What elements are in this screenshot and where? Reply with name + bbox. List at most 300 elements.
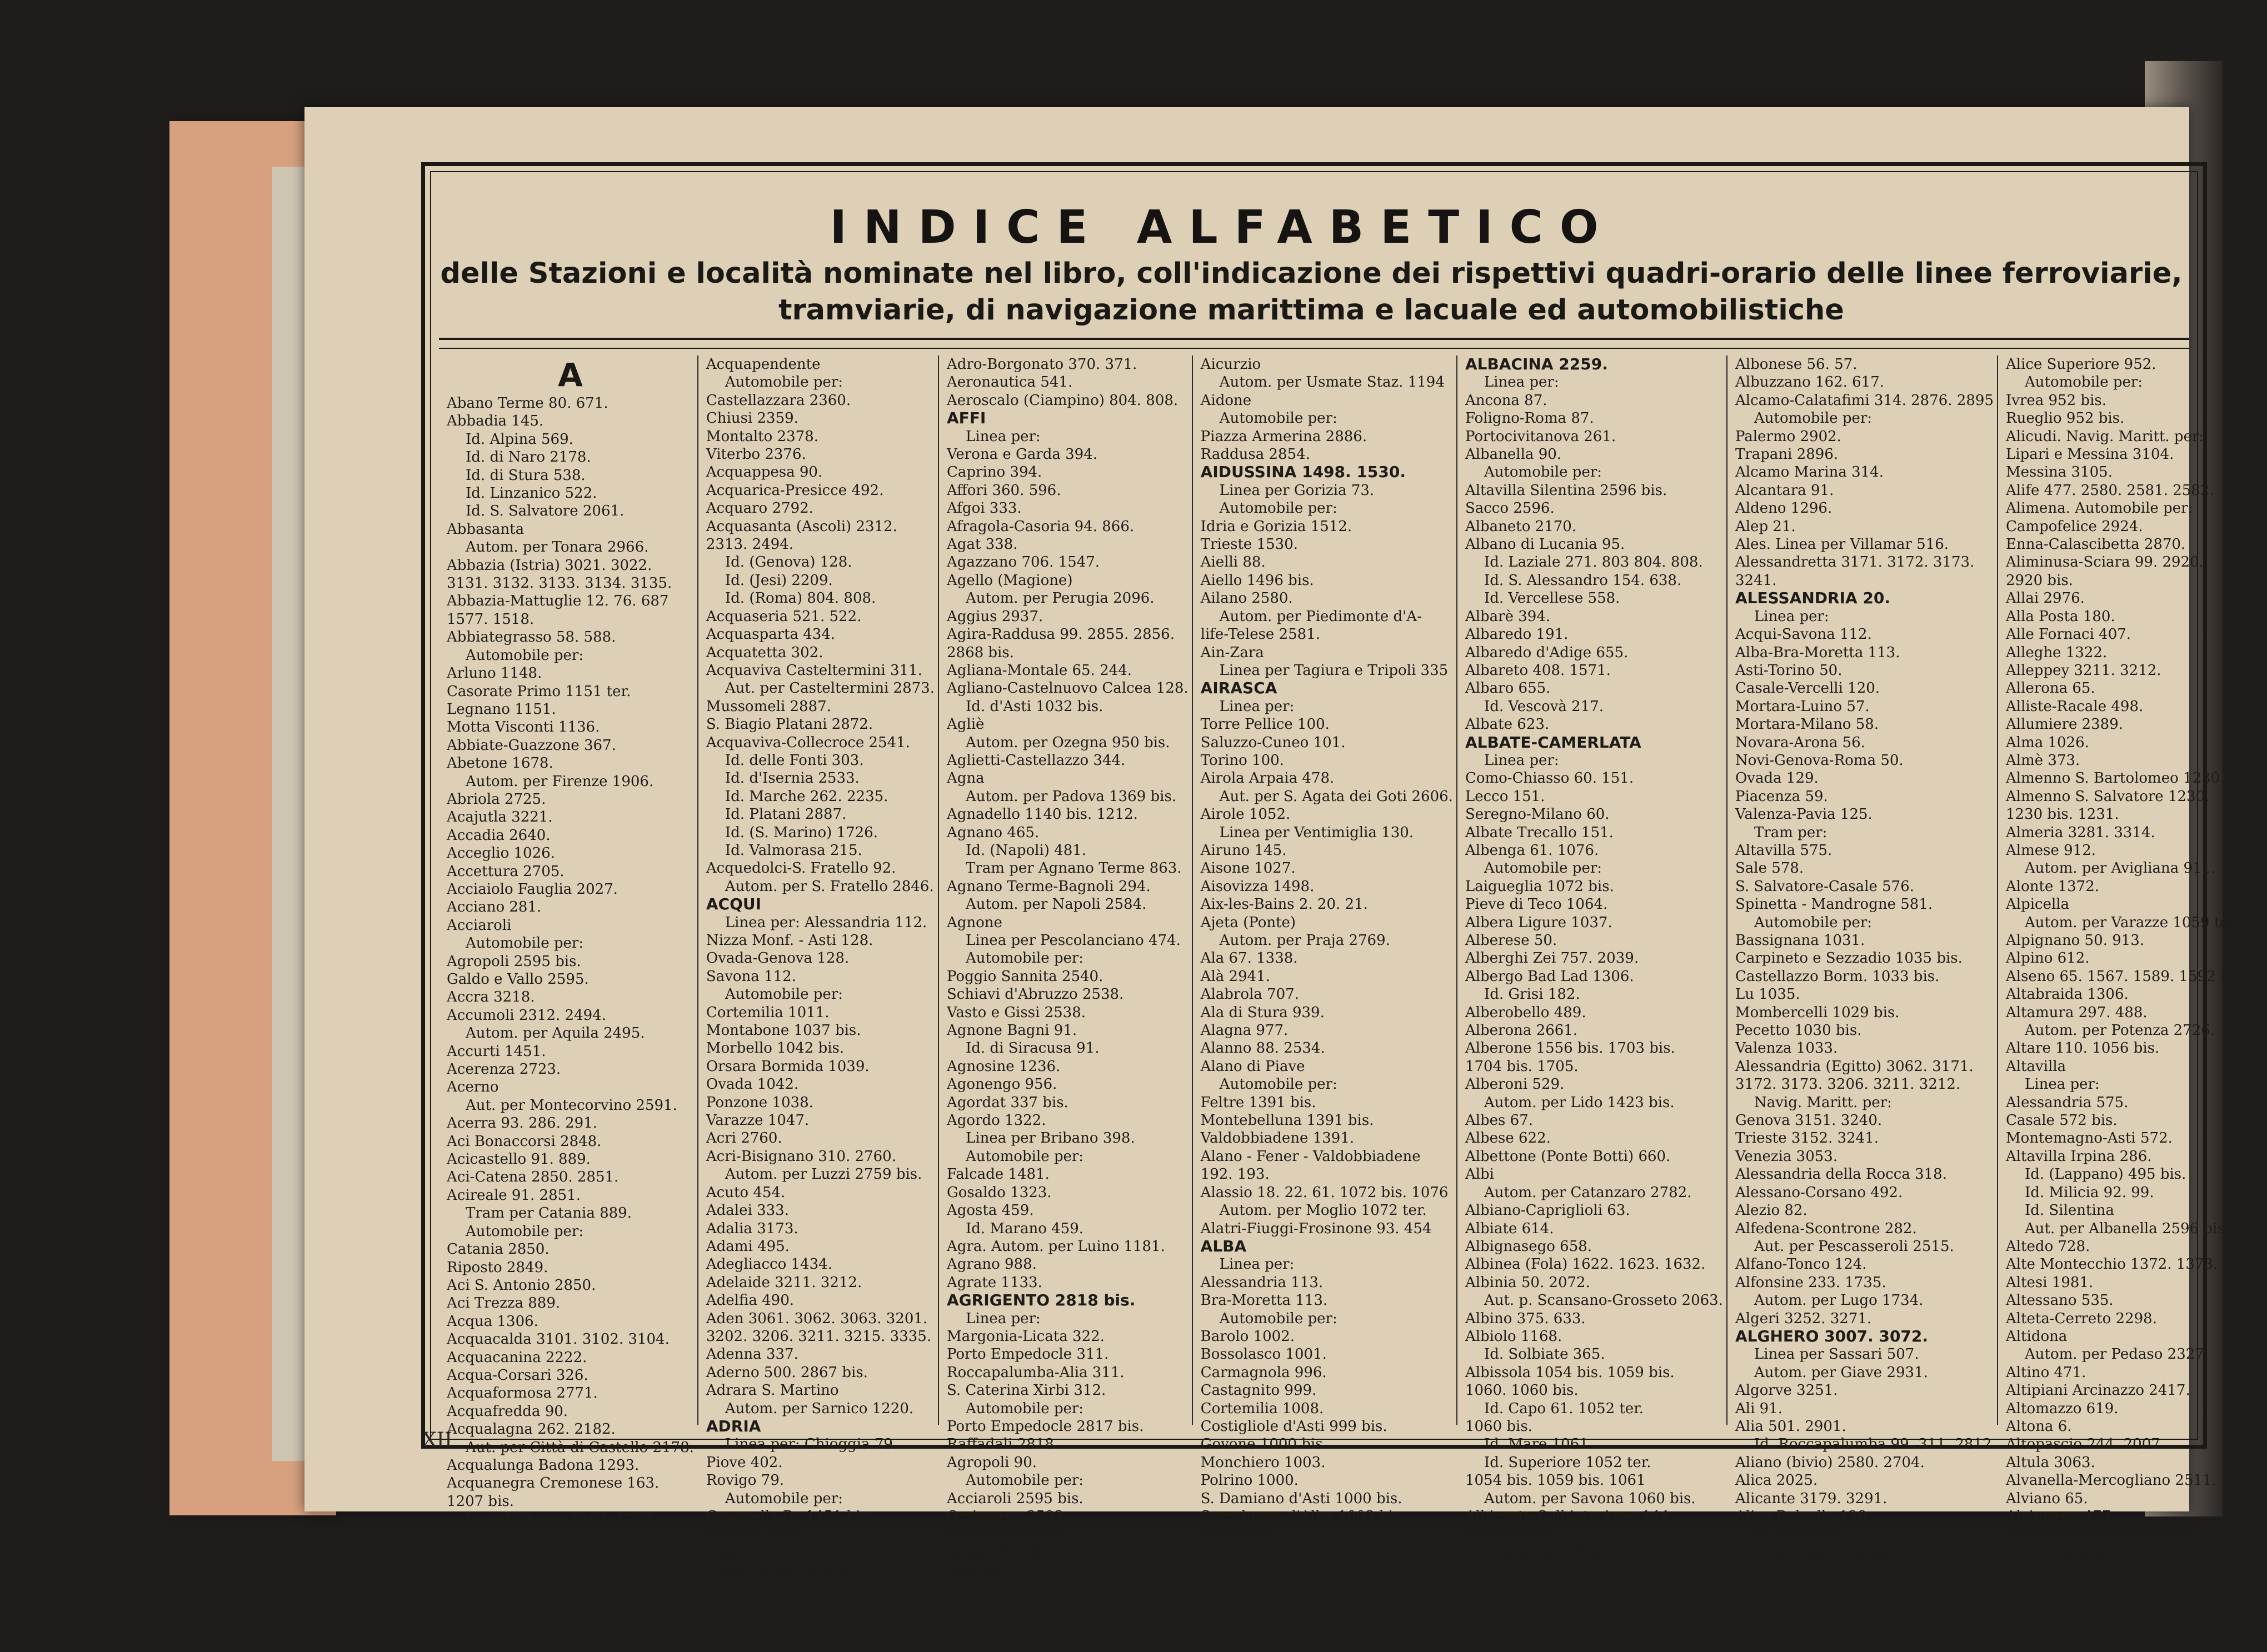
index-entry: Autom. per Pola 1507 bis. xyxy=(1484,1544,1674,1561)
index-entry: Automobile per: xyxy=(466,1223,584,1240)
index-entry: Aut. per Pescasseroli 2515. xyxy=(1754,1238,1954,1255)
index-entry: Automobile per: xyxy=(1754,410,1872,427)
index-entry: Agnadello 1140 bis. 1212. xyxy=(946,806,1138,823)
index-entry: Id. S. Alessandro 154. 638. xyxy=(1484,572,1682,589)
index-entry: Carpineto e Sezzadio 1035 bis. xyxy=(1735,950,1963,967)
index-entry: Agliano-Castelnuovo Calcea 128. xyxy=(946,680,1189,697)
index-entry: ALGHERO 3007. 3072. xyxy=(1735,1326,1929,1345)
index-entry: Torre Pellice 100. xyxy=(1200,716,1330,733)
index-entry: Autom. per Catanzaro 2782. xyxy=(1484,1184,1692,1201)
index-entry: Allumiere 2389. xyxy=(2006,716,2124,733)
index-entry: Albiolo 1168. xyxy=(1465,1328,1562,1345)
index-column xyxy=(697,356,938,1579)
index-entry: Aeronautica 541. xyxy=(946,374,1073,391)
index-entry: Caprino 394. xyxy=(946,464,1042,481)
index-entry: Id. di Siracusa 91. xyxy=(965,1040,1100,1057)
index-entry: 2313. 2494. xyxy=(706,536,794,553)
index-entry: Ali 91. xyxy=(1735,1400,1783,1417)
index-entry: Altidona xyxy=(2006,1328,2068,1345)
index-column xyxy=(938,356,1192,1579)
index-entry: Saluzzo-Cuneo 101. xyxy=(1200,734,1346,751)
index-column xyxy=(1456,355,1726,1561)
index-entry: Autom. per Tonara 2966. xyxy=(466,539,649,556)
index-entry: Acquarica-Presicce 492. xyxy=(706,482,884,499)
index-entry: Messina 3105. xyxy=(2006,464,2113,481)
index-entry: Albera Ligure 1037. xyxy=(1465,914,1612,931)
index-entry: Acquanegra Cremonese 163. xyxy=(447,1475,660,1492)
index-entry: Almese 912. xyxy=(2006,842,2096,859)
index-entry: Automobile per: xyxy=(1219,410,1337,427)
index-entry: Govone 1000 bis. xyxy=(1200,1436,1327,1453)
index-entry: Alcamo-Calatafimi 314. 2876. 2895 xyxy=(1735,392,1994,409)
index-entry: Albanella 90. xyxy=(1465,446,1562,463)
index-entry: Automobile per: xyxy=(1219,500,1337,517)
index-entry: Agropoli 2595 bis. xyxy=(447,953,581,970)
index-entry: Aci Trezza 889. xyxy=(447,1295,561,1312)
index-entry: Aliminusa-Sciara 99. 2920. xyxy=(2006,554,2204,571)
index-entry: Tram per Agnano Terme 863. xyxy=(965,860,1182,877)
index-entry: Autom. per Firenze 1906. xyxy=(466,773,654,790)
index-entry: Viterbo 2376. xyxy=(706,446,806,463)
index-entry: AIRASCA xyxy=(1200,679,1277,698)
index-entry: Ponzone 1038. xyxy=(706,1094,813,1111)
index-entry: Aut. per Montecorvino 2591. xyxy=(466,1097,677,1114)
index-entry: Alteta-Cerreto 2298. xyxy=(2006,1310,2157,1327)
index-entry: Castagnito 999. xyxy=(1200,1382,1317,1399)
index-entry: Acciaiolo Fauglia 2027. xyxy=(447,880,618,898)
index-entry: Automobile per: xyxy=(725,374,843,391)
index-entry: Automobile per: xyxy=(1484,464,1602,481)
index-entry: Acciano 281. xyxy=(447,899,542,916)
index-entry: Alleghe 1322. xyxy=(2006,644,2108,661)
index-entry: 2868 bis. xyxy=(946,644,1014,661)
index-entry: Acquaviva Casteltermini 311. xyxy=(706,662,922,679)
index-entry: Palermo 2902. xyxy=(1735,428,1841,445)
index-entry: Casale-Vercelli 120. xyxy=(1735,680,1880,697)
index-entry: Alonte 1372. xyxy=(2006,878,2100,895)
index-entry: 3131. 3132. 3133. 3134. 3135. xyxy=(447,575,672,592)
index-entry: Autom. per Cigliano 961. xyxy=(1754,1544,1939,1561)
index-entry: Agnosine 1236. xyxy=(946,1058,1061,1075)
index-entry: 1577. 1518. xyxy=(447,610,535,628)
index-entry: Enna-Calascibetta 2870. xyxy=(2006,536,2186,553)
index-entry: Aglietti-Castellazzo 344. xyxy=(946,752,1126,769)
index-entry: Id. Roccapalumba 99. 311. 2812 xyxy=(1754,1436,1992,1453)
index-entry: Linea per Tagiura e Tripoli 335 xyxy=(1219,662,1449,679)
index-entry: Seregno-Milano 60. xyxy=(1465,806,1610,823)
index-entry: Aggius 2937. xyxy=(946,608,1043,625)
index-entry: Ovada-Genova 128. xyxy=(706,950,850,967)
index-entry: Id. delle Fonti 303. xyxy=(725,752,864,769)
index-entry: Alicante 3179. 3291. xyxy=(1735,1490,1887,1507)
index-entry: Albate 623. xyxy=(1465,716,1550,733)
index-entry: Abbiate-Guazzone 367. xyxy=(447,737,616,754)
index-entry: Acquasparta 434. xyxy=(706,626,836,643)
index-entry: Nizza Monf. - Asti 128. xyxy=(706,932,873,949)
index-entry: Linea per Pescolanciano 474. xyxy=(965,932,1181,949)
index-entry: Adami 495. xyxy=(706,1238,790,1255)
index-entry: Valenza-Pavia 125. xyxy=(1735,806,1872,823)
index-entry: Laigueglia 1072 bis. xyxy=(1465,878,1614,895)
index-entry: Agosta 459. xyxy=(946,1202,1034,1219)
index-entry: Asti-Torino 50. xyxy=(1735,662,1842,679)
index-entry: Id. di Naro 2178. xyxy=(466,449,591,466)
index-entry: Allerona 65. xyxy=(2006,680,2095,697)
index-entry: 3241. xyxy=(1735,572,1777,589)
index-entry: Navig. Maritt. per: xyxy=(1754,1094,1892,1111)
index-entry: Linea per: xyxy=(1219,1256,1295,1273)
index-entry: Adegliacco 1434. xyxy=(706,1256,832,1273)
index-entry: Agnano Terme-Bagnoli 294. xyxy=(946,878,1151,895)
index-entry: Ovada 129. xyxy=(1735,770,1819,787)
index-entry: Pecetto 1030 bis. xyxy=(1735,1022,1862,1039)
index-entry: Albonese 56. 57. xyxy=(1735,356,1857,373)
index-entry: Poggio Sannita 2540. xyxy=(946,968,1103,985)
index-entry: Acqua 1306. xyxy=(447,1313,538,1330)
index-entry: Aut. p. Scansano-Grosseto 2063. xyxy=(1484,1292,1723,1309)
index-entry: Acqui-Savona 112. xyxy=(1735,626,1872,643)
index-entry: Aci Bonaccorsi 2848. xyxy=(447,1133,602,1150)
index-entry: Monchiero 1003. xyxy=(1200,1454,1326,1471)
index-entry: Piove 402. xyxy=(706,1454,783,1471)
index-entry: Id. Alpina 569. xyxy=(466,430,573,448)
index-entry: Agrano 988. xyxy=(946,1256,1037,1273)
index-entry: 1060 bis. xyxy=(1465,1418,1532,1435)
index-column xyxy=(439,356,697,1528)
index-entry: Alliste-Racale 498. xyxy=(2006,698,2144,715)
index-entry: Agira-Raddusa 99. 2855. 2856. xyxy=(946,626,1175,643)
index-entry: Airola Arpaia 478. xyxy=(1200,770,1335,787)
index-entry: Autom. per Ozegna 950 bis. xyxy=(965,734,1170,751)
index-entry: Linea per: Chioggia 79. xyxy=(725,1436,898,1453)
index-entry: Id. (Napoli) 481. xyxy=(965,842,1087,859)
index-entry: Albaredo d'Adige 655. xyxy=(1465,644,1629,661)
index-entry: Abbadia 145. xyxy=(447,413,544,430)
index-entry: Agnano 465. xyxy=(946,824,1040,841)
index-entry: Albenga 61. 1076. xyxy=(1465,842,1599,859)
index-entry: Polrino 1000. xyxy=(1200,1472,1299,1489)
index-entry: Autom. per Aquila 2495. xyxy=(466,1025,645,1042)
index-entry: Id. Vercellese 558. xyxy=(1484,590,1620,607)
index-entry: Porto Empedocle 311. xyxy=(946,1346,1109,1363)
index-entry: Acceglio 1026. xyxy=(447,845,555,862)
index-entry: Ivrea 952 bis. xyxy=(2006,392,2106,409)
index-entry: Albignasego 658. xyxy=(1465,1238,1592,1255)
index-entry: Spinetta - Mandrogne 581. xyxy=(1735,896,1933,913)
index-entry: Galdo e Vallo 2595. xyxy=(447,971,589,988)
index-entry: Alfedena-Scontrone 282. xyxy=(1735,1220,1917,1237)
index-entry: Albaro 655. xyxy=(1465,680,1551,697)
index-entry: Casale 572 bis. xyxy=(2006,1112,2118,1129)
index-entry: Altesi 1981. xyxy=(2006,1274,2094,1291)
index-entry: Altedo 728. xyxy=(2006,1238,2090,1255)
index-entry: Automobile per: xyxy=(1219,1310,1337,1327)
index-entry: Aguscello 781. xyxy=(946,1544,1055,1561)
index-entry: S. Salvatore-Casale 576. xyxy=(1735,878,1915,895)
index-entry: Albate Trecallo 151. xyxy=(1465,824,1614,841)
index-entry: Altessano 535. xyxy=(2006,1292,2114,1309)
index-entry: Agra. Autom. per Luino 1181. xyxy=(946,1238,1165,1255)
index-entry: Airuno 145. xyxy=(1200,842,1287,859)
index-entry: Alessandria 575. xyxy=(2006,1094,2129,1111)
index-entry: Ala 67. 1338. xyxy=(1200,950,1298,967)
index-entry: Alvignano 477. xyxy=(2006,1508,2116,1525)
index-entry: Alassio 18. 22. 61. 1072 bis. 1076 xyxy=(1200,1184,1449,1201)
index-entry: Mesola 1421. xyxy=(706,1526,805,1543)
column-entries xyxy=(947,356,1189,1580)
index-entry: Automobile per: xyxy=(965,1472,1084,1489)
index-entry: Abbasanta xyxy=(447,520,525,538)
index-entry: Alfonsine 233. 1735. xyxy=(1735,1274,1886,1291)
index-entry: Afgoi 333. xyxy=(946,500,1022,517)
index-entry: Id. S. Salvatore 2061. xyxy=(466,503,625,520)
index-entry: Linea per: xyxy=(2025,1076,2100,1093)
index-entry: Barolo 1002. xyxy=(1200,1328,1295,1345)
index-entry: Aderno 500. 2867 bis. xyxy=(706,1364,868,1381)
index-entry: Raffadali 2818. xyxy=(946,1436,1059,1453)
index-entry: Aliano (bivio) 2580. 2704. xyxy=(1735,1454,1925,1471)
index-entry: Agnone xyxy=(946,914,1002,931)
index-entry: Mussomeli 2887. xyxy=(706,698,831,715)
index-entry: Acqualunga Badona 1293. xyxy=(447,1456,640,1474)
index-entry: Alicudi. Navig. Maritt. per: xyxy=(2006,428,2204,445)
index-entry: Acri-Bisignano 310. 2760. xyxy=(706,1148,896,1165)
index-entry: Agazzano 706. 1547. xyxy=(946,554,1100,571)
index-entry: Acquaviva-Collecroce 2541. xyxy=(706,734,910,751)
index-entry: Valenza 1033. xyxy=(1735,1040,1838,1057)
index-entry: Altula 3063. xyxy=(2006,1454,2095,1471)
index-entry: Bra-Moretta 113. xyxy=(1200,1292,1328,1309)
index-column xyxy=(1726,356,1997,1561)
index-entry: Alà 2941. xyxy=(1200,968,1270,985)
index-entry: Campofelice 2924. xyxy=(2006,518,2143,535)
index-entry: Alseno 65. 1567. 1589. 1592 bis. xyxy=(2006,968,2246,985)
index-entry: Allai 2976. xyxy=(2006,590,2085,607)
index-entry: Altavilla Irpina 286. xyxy=(2006,1148,2152,1165)
index-entry: Automobile per: xyxy=(2025,374,2143,391)
index-entry: Gosaldo 1323. xyxy=(946,1184,1052,1201)
index-entry: Castellazzo Borm. 1033 bis. xyxy=(1735,968,1940,985)
index-entry: Alberobello 489. xyxy=(1465,1004,1586,1021)
index-entry: Accra 3218. xyxy=(447,989,535,1006)
index-entry: Albino 375. 633. xyxy=(1465,1310,1586,1327)
index-entry: Alagna 977. xyxy=(1200,1022,1289,1039)
index-entry: Adro-Borgonato 370. 371. xyxy=(946,356,1137,373)
index-entry: Autom. per Moglio 1072 ter. xyxy=(1219,1202,1427,1219)
index-entry: Autom. per Pedaso 2327. xyxy=(2025,1346,2209,1363)
index-entry: Automobile per: xyxy=(1754,914,1872,931)
index-entry: Adrara S. Martino xyxy=(706,1382,839,1399)
index-entry: Alep 21. xyxy=(1735,518,1796,535)
index-entry: Autom. per Praja 2769. xyxy=(1219,932,1390,949)
index-entry: Alano - Fener - Valdobbiadene xyxy=(1200,1148,1421,1165)
index-entry: Albese 622. xyxy=(1465,1130,1551,1147)
index-entry: Linea per: Alessandria 112. xyxy=(725,914,927,931)
index-entry: Linea per: xyxy=(1484,374,1559,391)
index-entry: Acquatetta 302. xyxy=(706,644,823,661)
index-entry: Id. Superiore 1052 ter. xyxy=(1484,1454,1651,1471)
index-entry: 1207 bis. xyxy=(447,1493,514,1510)
index-entry: Acquappesa 90. xyxy=(706,464,823,481)
index-entry: Autom. per Potenza 2726. xyxy=(2025,1022,2215,1039)
index-entry: Automobile per: xyxy=(725,1490,843,1507)
letter-heading: A xyxy=(557,356,583,394)
index-entry: Acquaformosa 2771. xyxy=(447,1385,598,1402)
index-entry: Autom. per Usmate Staz. 1194 xyxy=(1219,374,1445,391)
index-entry: Legnano 1151. xyxy=(447,700,556,718)
index-entry: Acqua-Corsari 326. xyxy=(447,1366,588,1384)
index-entry: Ancona 87. xyxy=(1465,392,1547,409)
index-entry: Alzano Maggiore 375. 633. xyxy=(2006,1526,2204,1543)
index-entry: Agliana-Montale 65. 244. xyxy=(946,662,1132,679)
index-entry: Motta Visconti 1136. xyxy=(447,719,600,736)
index-entry: Rovigo 79. xyxy=(706,1472,785,1489)
index-entry: Torino 1000. xyxy=(1200,1544,1294,1561)
index-entry: Omignano 2593. xyxy=(946,1508,1068,1525)
index-entry: 1060. 1060 bis. xyxy=(1465,1382,1579,1399)
index-entry: Alfano-Tonco 124. xyxy=(1735,1256,1867,1273)
index-entry: Id. Milicia 92. 99. xyxy=(2025,1184,2154,1201)
index-entry: Automobile per: xyxy=(1484,860,1602,877)
index-entry: Acciaroli xyxy=(447,917,512,934)
index-entry: Acquasanta (Ascoli) 2312. xyxy=(706,518,897,535)
index-entry: Autom. per Avigliana 911. xyxy=(2025,860,2216,877)
index-entry: Alice Belcolle 128. xyxy=(1735,1508,1871,1525)
index-entry: Mortara-Milano 58. xyxy=(1735,716,1879,733)
index-entry: Affori 360. 596. xyxy=(946,482,1061,499)
index-entry: Alcamo Marina 314. xyxy=(1735,464,1884,481)
index-entry: Catania 2850. xyxy=(447,1241,550,1258)
index-entry: Agonengo 956. xyxy=(946,1076,1057,1093)
index-entry: Albareto 408. 1571. xyxy=(1465,662,1611,679)
index-entry: Linea per: xyxy=(1219,698,1295,715)
index-entry: Abano Terme 80. 671. xyxy=(447,395,608,412)
index-entry: Automobile per: xyxy=(725,986,843,1003)
index-entry: Id. Vescovà 217. xyxy=(1484,698,1604,715)
index-entry: Alma 1026. xyxy=(2006,734,2089,751)
index-entry: Ajeta (Ponte) xyxy=(1200,914,1296,931)
index-entry: Id. Solbiate 365. xyxy=(1484,1346,1605,1363)
index-entry: 1704 bis. 1705. xyxy=(1465,1058,1579,1075)
index-entry: Adalei 333. xyxy=(706,1202,789,1219)
index-entry: Acquaro 2792. xyxy=(706,500,813,517)
index-entry: Chiusi 2359. xyxy=(706,410,798,427)
index-entry: Automobile per: xyxy=(965,950,1084,967)
index-entry: Automobile per: xyxy=(466,935,584,952)
index-entry: Montalto 2378. xyxy=(706,428,818,445)
index-entry: Albiate 614. xyxy=(1465,1220,1554,1237)
index-entry: Autom. per S. Fratello 2846. xyxy=(725,878,934,895)
index-entry: Accettura 2705. xyxy=(447,863,565,880)
index-entry: Alia 501. 2901. xyxy=(1735,1418,1846,1435)
index-entry: Aci S. Antonio 2850. xyxy=(447,1276,596,1294)
index-entry: 1230 bis. 1231. xyxy=(2006,806,2119,823)
index-entry: Alica 2025. xyxy=(1735,1472,1818,1489)
index-entry: Linea per: xyxy=(965,1310,1041,1327)
underlying-page-strip xyxy=(272,167,306,1461)
index-entry: Almenno S. Bartolomeo 1230. xyxy=(2006,770,2225,787)
index-entry: Trapani 2896. xyxy=(1735,446,1839,463)
index-entry: Linea per: xyxy=(965,428,1041,445)
index-entry: Automobile per: xyxy=(965,1400,1084,1417)
index-entry: Aix-les-Bains 2. 20. 21. xyxy=(1200,896,1368,913)
index-entry: Alpicella xyxy=(2006,896,2070,913)
index-entry: Autom. per Luzzi 2759 bis. xyxy=(725,1166,922,1183)
index-entry: Almeria 3281. 3314. xyxy=(2006,824,2155,841)
index-entry: Alice Superiore 952. xyxy=(2006,356,2156,373)
index-entry: Adelfia 490. xyxy=(706,1292,794,1309)
index-entry: Afragola-Casoria 94. 866. xyxy=(946,518,1135,535)
index-entry: Automobile per: xyxy=(965,1148,1084,1165)
index-entry: Alberghi Zei 757. 2039. xyxy=(1465,950,1639,967)
index-entry: Agna xyxy=(946,770,985,787)
index-entry: Accadia 2640. xyxy=(447,827,551,844)
index-entry: Genova 3151. 3240. xyxy=(1735,1112,1882,1129)
index-entry: Agrate 1133. xyxy=(946,1274,1042,1291)
index-entry: Aicurzio xyxy=(1200,356,1261,373)
index-entry: Aut. per S. Agata dei Goti 2606. xyxy=(1219,788,1453,805)
index-entry: Id. Silentina xyxy=(2025,1202,2115,1219)
index-entry: Agnone Bagni 91. xyxy=(946,1022,1077,1039)
index-entry: Agordat 337 bis. xyxy=(946,1094,1068,1111)
index-entry: Alessano-Corsano 492. xyxy=(1735,1184,1903,1201)
index-entry: Margonia-Licata 322. xyxy=(946,1328,1105,1345)
index-entry: Agat 338. xyxy=(946,536,1018,553)
index-entry: Novi-Genova-Roma 50. xyxy=(1735,752,1904,769)
index-entry: Id. Grisi 182. xyxy=(1484,986,1580,1003)
index-entry: Tram per: xyxy=(1754,824,1827,841)
index-entry: Altabraida 1306. xyxy=(2006,986,2129,1003)
column-entries xyxy=(706,356,935,1580)
page-subtitle: delle Stazioni e località nominate nel libro, coll'indicazione dei rispettivi quadri-orario delle linee ferroviarie, tramviarie, di navigazione marittima e lacuale ed automobilistiche xyxy=(440,257,2183,327)
index-entry: AFFI xyxy=(946,409,986,428)
index-entry: Acquafredda 90. xyxy=(447,1403,568,1420)
index-entry: Alessandria 113. xyxy=(1200,1274,1324,1291)
index-entry: Algorve 3251. xyxy=(1735,1382,1838,1399)
index-entry: Rueglio 952 bis. xyxy=(2006,410,2125,427)
index-entry: Acajutla 3221. xyxy=(447,809,553,826)
index-entry: Bossolasco 1001. xyxy=(1200,1346,1327,1363)
index-entry: Adelaide 3211. 3212. xyxy=(706,1274,862,1291)
index-entry: Trieste 3152. 3241. xyxy=(1735,1130,1879,1147)
index-entry: Id. Castello xyxy=(1754,1526,1838,1543)
index-entry: Agugliano 2238. xyxy=(946,1526,1067,1543)
index-entry: Cortemilia 1011. xyxy=(706,1004,830,1021)
index-entry: Acuto 454. xyxy=(706,1184,786,1201)
index-entry: Cavanella Po 1451 bis. xyxy=(706,1508,873,1525)
index-entry: Agliè xyxy=(946,716,985,733)
index-entry: Agropoli 90. xyxy=(946,1454,1037,1471)
index-entry: Id. Valmorasa 215. xyxy=(725,842,862,859)
index-entry: Alberese 50. xyxy=(1465,932,1557,949)
index-entry: Sinio 995. xyxy=(1200,1526,1275,1543)
index-entry: Automobile per: xyxy=(1219,1076,1337,1093)
index-entry: Id. (Lappano) 495 bis. xyxy=(2025,1166,2186,1183)
index-entry: Montebelluna 1391 bis. xyxy=(1200,1112,1374,1129)
index-entry: Albissola 1054 bis. 1059 bis. xyxy=(1465,1364,1675,1381)
index-entry: Autom. per Napoli 2584. xyxy=(965,896,1147,913)
index-entry: Adenna 337. xyxy=(706,1346,798,1363)
index-entry: Valdobbiadene 1391. xyxy=(1200,1130,1355,1147)
index-entry: Id. Mare 1061. xyxy=(1484,1436,1594,1453)
index-entry: Aut. per Albanella 2596 bis. xyxy=(2025,1220,2229,1237)
index-entry: Linea per Gorizia 73. xyxy=(1219,482,1375,499)
index-entry: Sale 578. xyxy=(1735,860,1804,877)
index-entry: Linea per Sassari 507. xyxy=(1754,1346,1919,1363)
index-entry: Lu 1035. xyxy=(1735,986,1800,1003)
index-entry: Albano di Lucania 95. xyxy=(1465,536,1625,553)
index-entry: S. Biagio Platani 2872. xyxy=(706,716,873,733)
